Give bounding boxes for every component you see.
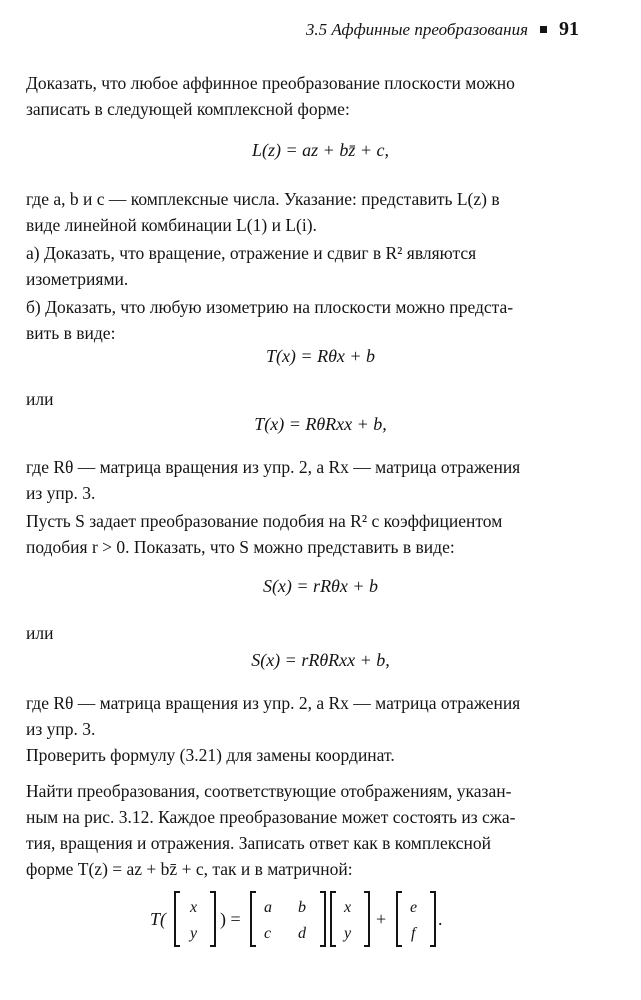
paragraph-7	[26, 690, 578, 742]
mf-v1-y: y	[190, 925, 198, 942]
text-line: а) Доказать, что вращение, отражение и сдвиг в R² являются	[26, 243, 477, 263]
formula-similarity-2: S(x) = rRθRxx + b,	[251, 650, 390, 670]
mf-m-b: b	[298, 899, 306, 916]
text-line: Доказать, что любое аффинное преобразование плоскости можно	[26, 73, 515, 93]
mf-plus: +	[376, 909, 387, 929]
or-label-2: или	[26, 623, 54, 643]
text-line: подобия r > 0. Показать, что S можно представить в виде:	[26, 537, 455, 557]
mf-v1-x: x	[190, 899, 198, 916]
running-header	[306, 18, 579, 41]
paragraph-2	[26, 186, 578, 238]
matrix-formula	[150, 888, 510, 950]
text-line: Пусть S задает преобразование подобия на R² с коэффициентом	[26, 511, 503, 531]
text-line: б) Доказать, что любую изометрию на плоскости можно предста-	[26, 297, 514, 317]
text-line: форме T(z) = az + bz̄ + c, так и в матричной:	[26, 859, 353, 879]
mf-v2-x: x	[344, 899, 352, 916]
mf-m-a: a	[264, 899, 272, 916]
text-line: тия, вращения и отражения. Записать ответ как в комплексной	[26, 833, 492, 853]
mf-v2-y: y	[344, 925, 352, 942]
mf-v3-e: e	[410, 899, 418, 916]
paragraph-4	[26, 294, 578, 346]
text-line: из упр. 3.	[26, 483, 96, 503]
mf-eq: ) =	[220, 909, 241, 929]
text-line: где Rθ — матрица вращения из упр. 2, а Rx — матрица отражения	[26, 693, 521, 713]
text-line: из упр. 3.	[26, 719, 96, 739]
formula-isometry-2: T(x) = RθRxx + b,	[254, 414, 387, 434]
or-label-1: или	[26, 389, 54, 409]
text-line: где a, b и c — комплексные числа. Указание: представить L(z) в	[26, 189, 500, 209]
paragraph-3	[26, 240, 578, 292]
mf-end: .	[438, 909, 443, 929]
mf-m-d: d	[298, 925, 306, 942]
paragraph-5	[26, 454, 578, 506]
formula-affine-complex: L(z) = az + bz̄ + c,	[252, 140, 389, 160]
mf-v3-f: f	[411, 925, 416, 942]
text-line: изометриями.	[26, 269, 129, 289]
mf-m-c: c	[264, 925, 272, 942]
formula-similarity-1: S(x) = rRθx + b	[262, 576, 379, 596]
paragraph-8: Проверить формулу (3.21) для замены координат.	[26, 745, 395, 765]
text-line: записать в следующей комплексной форме:	[26, 99, 350, 119]
text-line: виде линейной комбинации L(1) и L(i).	[26, 215, 317, 235]
paragraph-9	[26, 778, 578, 882]
text-line: где Rθ — матрица вращения из упр. 2, а Rx — матрица отражения	[26, 457, 521, 477]
paragraph-6	[26, 508, 578, 560]
mf-lhs: T(	[150, 909, 167, 929]
paragraph-1	[26, 70, 578, 122]
page-number: 91	[559, 18, 579, 40]
bullet-icon	[540, 26, 547, 33]
text-line: ным на рис. 3.12. Каждое преобразование может состоять из сжа-	[26, 807, 516, 827]
text-line: Найти преобразования, соответствующие отображениям, указан-	[26, 781, 512, 801]
formula-isometry-1: T(x) = Rθx + b	[265, 346, 376, 366]
section-title: 3.5 Аффинные преобразования	[305, 19, 528, 39]
text-line: вить в виде:	[26, 323, 116, 343]
